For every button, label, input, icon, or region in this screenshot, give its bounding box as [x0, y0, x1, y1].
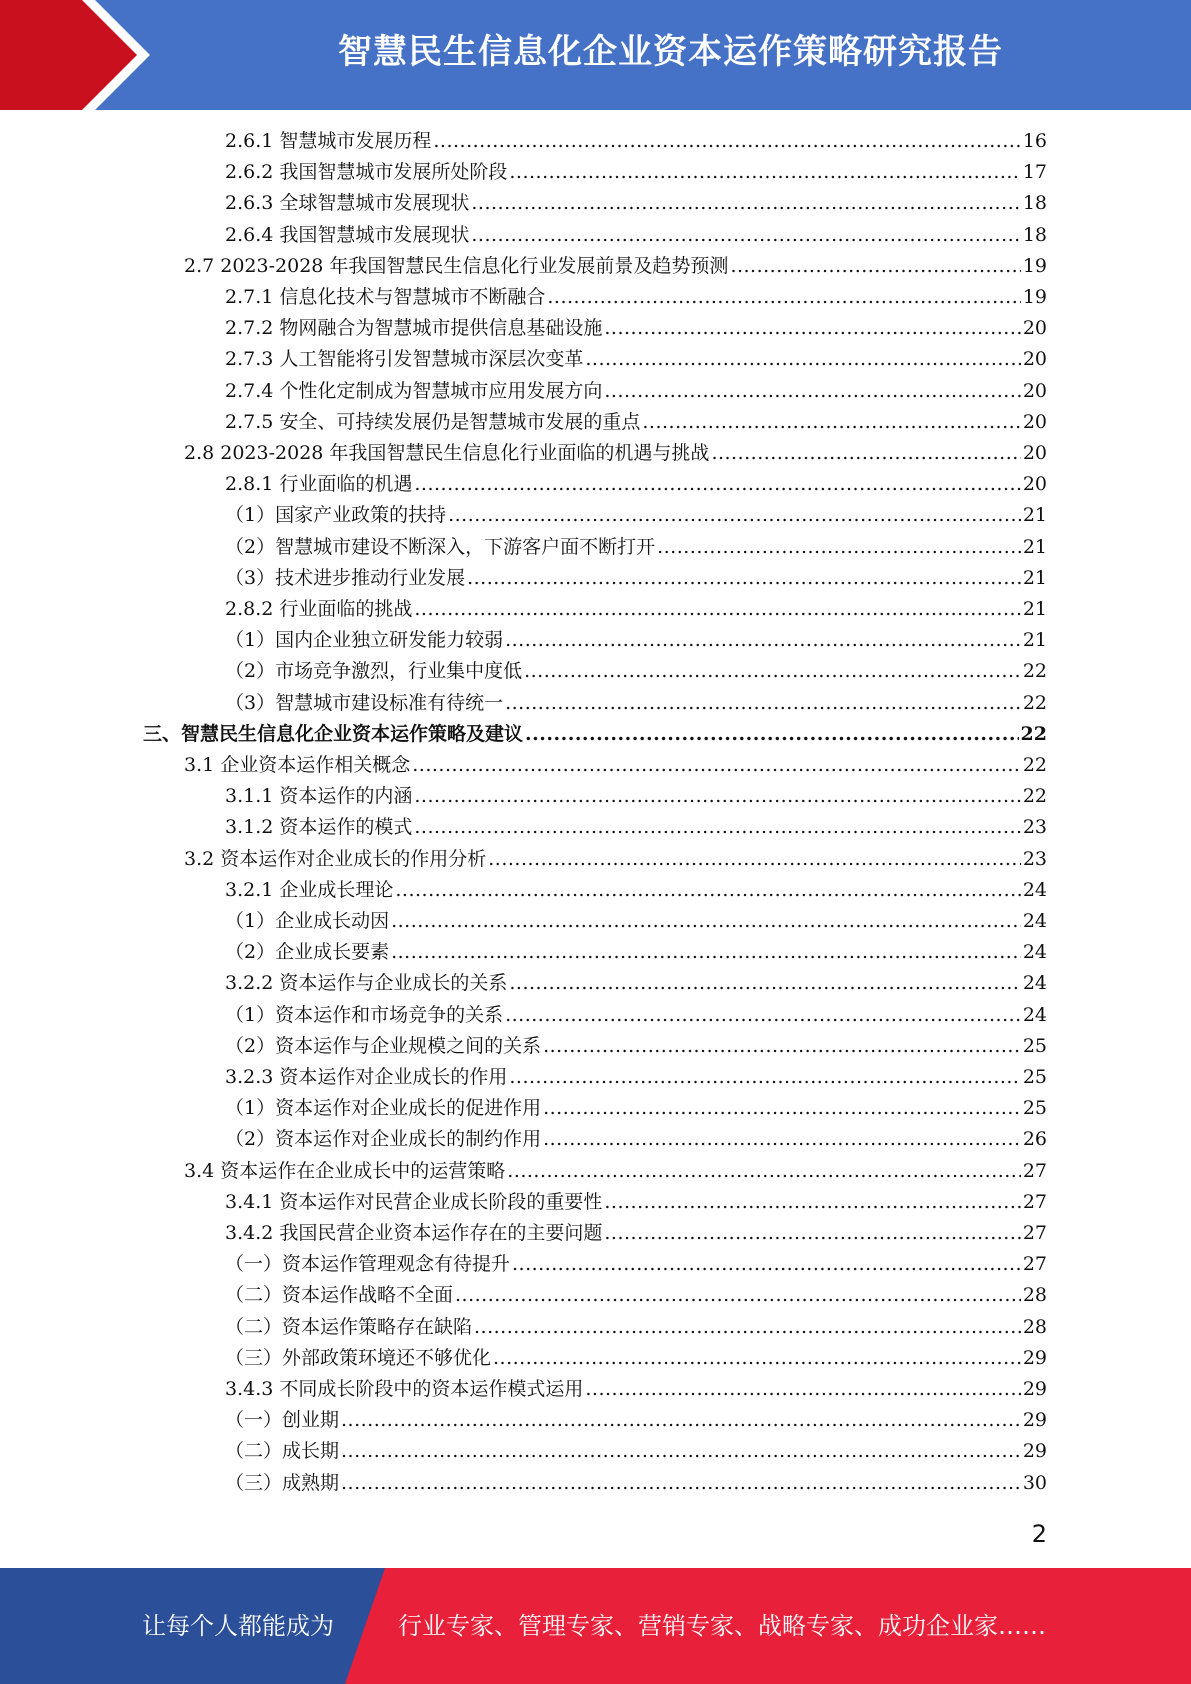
toc-entry-page: 20 [1022, 473, 1047, 496]
toc-dot-leader [547, 286, 1020, 308]
toc-entry-label: 三、智慧民生信息化企业资本运作策略及建议 [143, 722, 524, 745]
toc-entry-page: 25 [1022, 1097, 1047, 1120]
toc-dot-leader [433, 130, 1020, 152]
toc-entry-label: 3.2.3 资本运作对企业成长的作用 [225, 1066, 508, 1088]
toc-entry[interactable] [225, 937, 1047, 968]
toc-dot-leader [488, 848, 1021, 870]
toc-entry-page: 21 [1022, 504, 1047, 527]
toc-entry[interactable] [225, 688, 1047, 719]
toc-entry-page: 17 [1022, 161, 1047, 184]
toc-dot-leader [412, 754, 1021, 776]
toc-entry-page: 24 [1022, 1003, 1047, 1026]
toc-dot-leader [543, 1097, 1021, 1119]
toc-entry-page: 22 [1022, 785, 1047, 808]
toc-entry[interactable] [225, 656, 1047, 687]
toc-entry-page: 20 [1022, 442, 1047, 464]
report-header [0, 0, 1191, 110]
toc-entry-page: 20 [1022, 379, 1047, 402]
toc-entry-label: 3.1.2 资本运作的模式 [225, 816, 413, 839]
toc-entry-label: 2.7.1 信息化技术与智慧城市不断融合 [225, 286, 546, 308]
toc-entry-label: 3.1 企业资本运作相关概念 [184, 754, 411, 776]
toc-entry-label: （2）资本运作与企业规模之间的关系 [225, 1034, 542, 1057]
toc-entry[interactable] [225, 220, 1047, 251]
toc-entry-page: 28 [1022, 1315, 1047, 1338]
toc-entry[interactable] [225, 126, 1047, 157]
toc-entry[interactable] [225, 875, 1047, 906]
toc-entry[interactable] [225, 1374, 1047, 1405]
toc-dot-leader [585, 1378, 1020, 1400]
toc-entry[interactable] [225, 407, 1047, 438]
toc-entry-label: 3.2.1 企业成长理论 [225, 878, 394, 901]
toc-entry-label: （二）资本运作策略存在缺陷 [225, 1315, 473, 1338]
report-title: 智慧民生信息化企业资本运作策略研究报告 [338, 32, 1003, 72]
toc-entry-page: 27 [1022, 1159, 1047, 1182]
toc-entry-label: 2.7.4 个性化定制成为智慧城市应用发展方向 [225, 379, 603, 402]
toc-dot-leader [505, 692, 1021, 714]
footer-slogan-left: 让每个人都能成为 [142, 1612, 334, 1640]
toc-dot-leader [657, 536, 1021, 558]
toc-entry[interactable] [225, 1280, 1047, 1311]
toc-entry-page: 23 [1022, 847, 1047, 870]
toc-entry[interactable] [225, 1187, 1047, 1218]
toc-dot-leader [642, 411, 1020, 433]
toc-entry-page: 27 [1022, 1222, 1047, 1244]
toc-entry[interactable] [184, 844, 1047, 875]
toc-entry-page: 27 [1022, 1190, 1047, 1213]
toc-entry[interactable] [225, 968, 1047, 999]
toc-entry-page: 30 [1022, 1471, 1047, 1494]
toc-dot-leader [391, 910, 1021, 932]
toc-entry[interactable] [225, 1343, 1047, 1374]
toc-dot-leader [604, 317, 1020, 339]
toc-entry-page: 24 [1022, 878, 1047, 901]
toc-entry-page: 21 [1022, 535, 1047, 558]
toc-dot-leader [448, 504, 1021, 526]
toc-dot-leader [604, 1222, 1020, 1244]
toc-entry-label: （三）成熟期 [225, 1471, 340, 1494]
toc-dot-leader [525, 723, 1019, 745]
toc-entry-label: （1）国家产业政策的扶持 [225, 504, 447, 527]
toc-entry-page: 20 [1022, 348, 1047, 371]
toc-dot-leader [585, 348, 1020, 370]
toc-entry-label: 2.7.5 安全、可持续发展仍是智慧城市发展的重点 [225, 410, 641, 433]
toc-dot-leader [467, 567, 1021, 589]
toc-entry[interactable] [225, 781, 1047, 812]
toc-entry-label: 2.6.4 我国智慧城市发展现状 [225, 223, 470, 246]
toc-entry-page: 21 [1022, 566, 1047, 589]
toc-entry-page: 22 [1020, 722, 1047, 745]
toc-dot-leader [474, 1316, 1021, 1338]
toc-dot-leader [509, 1066, 1020, 1088]
footer-slogan-right: 行业专家、管理专家、营销专家、战略专家、成功企业家…… [398, 1612, 1046, 1640]
toc-entry[interactable] [225, 906, 1047, 937]
toc-entry[interactable] [225, 188, 1047, 219]
toc-entry-page: 19 [1022, 286, 1047, 308]
toc-dot-leader [509, 161, 1020, 183]
toc-entry-label: （2）智慧城市建设不断深入，下游客户面不断打开 [225, 535, 656, 558]
toc-dot-leader [604, 380, 1020, 402]
toc-entry-label: （一）资本运作管理观念有待提升 [225, 1253, 511, 1276]
toc-entry-page: 24 [1022, 972, 1047, 995]
toc-entry[interactable] [225, 469, 1047, 500]
toc-dot-leader [414, 473, 1020, 495]
toc-entry-label: （一）创业期 [225, 1409, 340, 1432]
toc-entry-label: 3.1.1 资本运作的内涵 [225, 785, 413, 808]
toc-entry-page: 27 [1022, 1253, 1047, 1276]
toc-entry-label: （二）成长期 [225, 1440, 340, 1463]
toc-entry-page: 19 [1022, 254, 1047, 277]
toc-dot-leader [391, 941, 1021, 963]
toc-entry-label: （3）智慧城市建设标准有待统一 [225, 691, 504, 714]
toc-entry[interactable] [225, 1468, 1047, 1499]
red-chevron-icon [0, 0, 160, 110]
toc-dot-leader [414, 598, 1020, 620]
toc-entry[interactable] [225, 1093, 1047, 1124]
toc-dot-leader [505, 1004, 1021, 1026]
toc-entry[interactable] [225, 1312, 1047, 1343]
toc-entry-page: 18 [1022, 192, 1047, 215]
toc-dot-leader [507, 1160, 1021, 1182]
toc-entry[interactable] [225, 344, 1047, 375]
toc-entry-page: 29 [1022, 1346, 1047, 1369]
toc-entry[interactable] [225, 1218, 1047, 1249]
toc-entry[interactable] [225, 1062, 1047, 1093]
toc-entry-page: 29 [1022, 1409, 1047, 1432]
toc-entry-label: （1）国内企业独立研发能力较弱 [225, 629, 504, 652]
toc-entry-label: （2）企业成长要素 [225, 941, 390, 964]
toc-entry-page: 20 [1022, 317, 1047, 340]
toc-entry-page: 23 [1022, 816, 1047, 839]
toc-entry[interactable] [225, 500, 1047, 531]
toc-entry-page: 22 [1022, 660, 1047, 683]
toc-entry-label: 3.2.2 资本运作与企业成长的关系 [225, 972, 508, 995]
toc-entry[interactable] [225, 594, 1047, 625]
toc-entry-label: 2.7.3 人工智能将引发智慧城市深层次变革 [225, 348, 584, 371]
toc-dot-leader [711, 442, 1020, 464]
toc-entry-label: 3.4.1 资本运作对民营企业成长阶段的重要性 [225, 1190, 603, 1213]
toc-entry-page: 29 [1022, 1378, 1047, 1400]
toc-entry-label: （2）资本运作对企业成长的制约作用 [225, 1128, 542, 1151]
toc-entry-label: 2.8.2 行业面临的挑战 [225, 598, 413, 620]
page-number: 2 [1031, 1520, 1047, 1548]
toc-dot-leader [505, 629, 1021, 651]
toc-dot-leader [543, 1035, 1021, 1057]
toc-entry[interactable] [225, 1436, 1047, 1467]
toc-entry-page: 25 [1022, 1034, 1047, 1057]
toc-entry-label: （1）资本运作对企业成长的促进作用 [225, 1097, 542, 1120]
toc-entry-page: 24 [1022, 941, 1047, 964]
toc-entry[interactable] [143, 719, 1047, 750]
toc-dot-leader [730, 255, 1020, 277]
toc-entry[interactable] [225, 1124, 1047, 1155]
toc-entry[interactable] [225, 282, 1047, 313]
toc-entry[interactable] [225, 532, 1047, 563]
toc-entry[interactable] [225, 1000, 1047, 1031]
toc-entry[interactable] [225, 157, 1047, 188]
toc-entry-label: 2.6.3 全球智慧城市发展现状 [225, 192, 470, 215]
toc-dot-leader [341, 1472, 1021, 1494]
toc-entry-label: 2.6.1 智慧城市发展历程 [225, 130, 432, 152]
toc-dot-leader [395, 879, 1020, 901]
toc-dot-leader [543, 1128, 1021, 1150]
footer-banner [0, 1568, 1191, 1684]
toc-entry-page: 26 [1022, 1128, 1047, 1151]
toc-dot-leader [493, 1347, 1021, 1369]
toc-entry[interactable] [225, 376, 1047, 407]
toc-entry[interactable] [225, 313, 1047, 344]
toc-dot-leader [414, 785, 1020, 807]
toc-entry-label: （1）资本运作和市场竞争的关系 [225, 1003, 504, 1026]
toc-entry-label: 3.2 资本运作对企业成长的作用分析 [184, 847, 487, 870]
toc-entry-page: 16 [1022, 130, 1047, 152]
toc-entry-page: 21 [1022, 598, 1047, 620]
toc-dot-leader [604, 1191, 1020, 1213]
toc-entry-label: 2.8 2023-2028 年我国智慧民生信息化行业面临的机遇与挑战 [184, 442, 710, 464]
toc-entry-label: 3.4.2 我国民营企业资本运作存在的主要问题 [225, 1222, 603, 1244]
toc-entry-page: 20 [1022, 410, 1047, 433]
toc-entry-label: 3.4.3 不同成长阶段中的资本运作模式运用 [225, 1378, 584, 1400]
toc-entry-page: 21 [1022, 629, 1047, 652]
toc-entry-page: 29 [1022, 1440, 1047, 1463]
toc-entry-label: 2.6.2 我国智慧城市发展所处阶段 [225, 161, 508, 184]
toc-entry-label: 2.7 2023-2028 年我国智慧民生信息化行业发展前景及趋势预测 [184, 254, 729, 277]
toc-dot-leader [455, 1284, 1021, 1306]
toc-dot-leader [341, 1409, 1021, 1431]
toc-entry-label: （二）资本运作战略不全面 [225, 1284, 454, 1307]
toc-entry[interactable] [225, 1249, 1047, 1280]
toc-entry[interactable] [184, 251, 1047, 282]
toc-entry-label: （1）企业成长动因 [225, 910, 390, 932]
toc-entry-page: 22 [1022, 754, 1047, 776]
toc-entry-label: 2.7.2 物网融合为智慧城市提供信息基础设施 [225, 317, 603, 340]
toc-entry-page: 22 [1022, 691, 1047, 714]
toc-entry-label: （三）外部政策环境还不够优化 [225, 1346, 492, 1369]
toc-dot-leader [512, 1253, 1021, 1275]
toc-entry-page: 18 [1022, 223, 1047, 246]
toc-dot-leader [471, 224, 1020, 246]
toc-entry[interactable] [225, 625, 1047, 656]
toc-entry[interactable] [225, 812, 1047, 843]
toc-entry[interactable] [184, 438, 1047, 469]
toc-dot-leader [524, 660, 1021, 682]
toc-entry[interactable] [225, 563, 1047, 594]
toc-entry[interactable] [184, 750, 1047, 781]
toc-entry-label: （2）市场竞争激烈，行业集中度低 [225, 660, 523, 683]
toc-entry[interactable] [225, 1405, 1047, 1436]
toc-entry-page: 28 [1022, 1284, 1047, 1307]
toc-dot-leader [341, 1440, 1021, 1462]
toc-entry-label: 2.8.1 行业面临的机遇 [225, 473, 413, 496]
toc-entry[interactable] [184, 1156, 1047, 1187]
toc-entry-label: （3）技术进步推动行业发展 [225, 566, 466, 589]
toc-entry-page: 25 [1022, 1066, 1047, 1088]
toc-dot-leader [471, 192, 1020, 214]
toc-dot-leader [509, 972, 1020, 994]
toc-entry-page: 24 [1022, 910, 1047, 932]
toc-entry-label: 3.4 资本运作在企业成长中的运营策略 [184, 1159, 506, 1182]
toc-dot-leader [414, 816, 1020, 838]
toc-entry[interactable] [225, 1031, 1047, 1062]
